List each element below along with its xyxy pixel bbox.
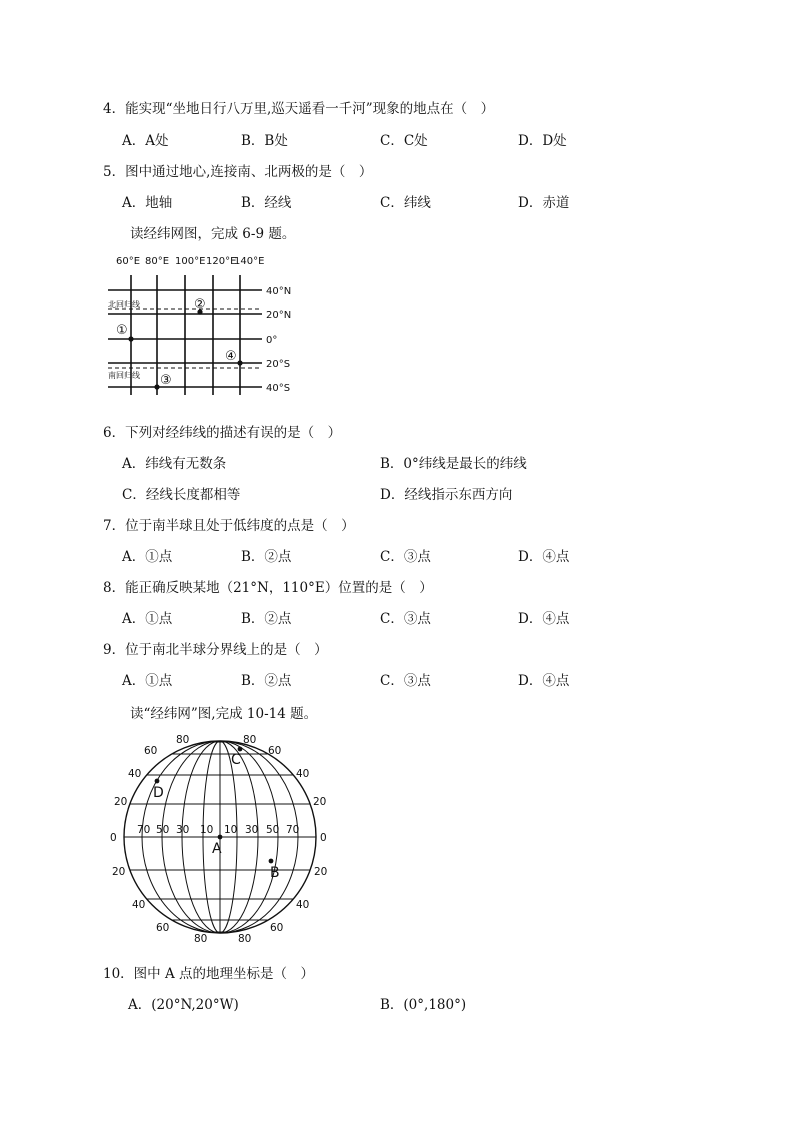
grid-point-3-dot [154, 384, 159, 389]
lon-label-80e: 80°E [145, 256, 170, 267]
q7-option-c: C．③点 [380, 549, 431, 565]
lat-label-40s: 40°S [266, 383, 291, 394]
question-10-stem: 10．图中 A 点的地理坐标是（ ） [103, 966, 315, 982]
q9-option-c: C．③点 [380, 673, 431, 689]
q4-option-c: C．C处 [380, 133, 428, 149]
question-4-stem: 4．能实现“坐地日行八万里,巡天遥看一千河”现象的地点在（ ） [103, 101, 495, 117]
intro-6-9: 读经纬网图，完成 6-9 题。 [130, 226, 296, 242]
globe-point-c-dot [238, 747, 243, 752]
globe-graticule-map [108, 730, 338, 945]
globe-label-right-20n: 20 [313, 796, 327, 808]
globe-point-d-label: D [153, 785, 164, 801]
q7-option-a: A．①点 [122, 549, 173, 565]
lat-label-40n: 40°N [266, 286, 292, 297]
globe-label-right-40s: 40 [296, 899, 310, 911]
globe-label-right-40n: 40 [296, 768, 310, 780]
globe-label-top-right-80: 80 [243, 734, 257, 746]
globe-label-right-60s: 60 [270, 922, 284, 934]
grid-point-2-label: ② [194, 297, 206, 312]
globe-label-left-60s: 60 [156, 922, 170, 934]
q10-option-a: A．(20°N,20°W) [128, 997, 239, 1013]
q5-option-c: C．纬线 [380, 195, 431, 211]
q5-option-b: B．经线 [241, 195, 292, 211]
globe-lon-label-70e: 70 [286, 824, 300, 836]
globe-label-right-20s: 20 [314, 866, 328, 878]
globe-label-bottom-left-80: 80 [194, 933, 208, 945]
lon-label-60e: 60°E [116, 256, 141, 267]
globe-lon-label-30w: 30 [176, 824, 190, 836]
grid-point-3-label: ③ [160, 373, 172, 388]
question-5-stem: 5．图中通过地心,连接南、北两极的是（ ） [103, 164, 373, 180]
globe-point-b-label: B [270, 865, 280, 881]
globe-lon-label-50e: 50 [266, 824, 280, 836]
globe-lon-label-50w: 50 [156, 824, 170, 836]
q7-option-b: B．②点 [241, 549, 292, 565]
lat-label-20s: 20°S [266, 359, 291, 370]
q4-option-b: B．B处 [241, 133, 288, 149]
q8-option-d: D．④点 [518, 611, 570, 627]
grid-point-1-label: ① [116, 323, 128, 338]
globe-label-right-0: 0 [320, 832, 327, 844]
globe-label-right-60n: 60 [268, 745, 282, 757]
question-7-stem: 7．位于南半球且处于低纬度的点是（ ） [103, 518, 355, 534]
lon-label-120e: 120°E [206, 256, 237, 267]
globe-lon-label-10w: 10 [200, 824, 214, 836]
lon-label-140e: 140°E [234, 256, 265, 267]
q9-option-a: A．①点 [122, 673, 173, 689]
globe-label-bottom-right-80: 80 [238, 933, 252, 945]
globe-label-top-left-80: 80 [176, 734, 190, 746]
grid-point-4-label: ④ [225, 349, 237, 364]
globe-label-left-40n: 40 [128, 768, 142, 780]
question-9-stem: 9．位于南北半球分界线上的是（ ） [103, 642, 328, 658]
q9-option-d: D．④点 [518, 673, 570, 689]
globe-label-left-20n: 20 [114, 796, 128, 808]
q10-option-b: B．(0°,180°) [380, 997, 467, 1013]
grid-point-1-dot [128, 336, 133, 341]
q8-option-c: C．③点 [380, 611, 431, 627]
globe-point-a-dot [218, 835, 223, 840]
q6-option-b: B．0°纬线是最长的纬线 [380, 456, 527, 472]
q6-option-a: A．纬线有无数条 [122, 456, 227, 472]
globe-label-left-0: 0 [110, 832, 117, 844]
lat-lon-grid-map [100, 250, 292, 400]
question-6-stem: 6．下列对经纬线的描述有误的是（ ） [103, 425, 342, 441]
q4-option-a: A．A处 [122, 133, 169, 149]
q9-option-b: B．②点 [241, 673, 292, 689]
q8-option-b: B．②点 [241, 611, 292, 627]
intro-10-14: 读“经纬网”图,完成 10-14 题。 [130, 706, 318, 722]
globe-point-a-label: A [212, 841, 222, 857]
q4-option-d: D．D处 [518, 133, 567, 149]
q5-option-d: D．赤道 [518, 195, 570, 211]
globe-label-left-40s: 40 [132, 899, 146, 911]
globe-lon-label-30e: 30 [245, 824, 259, 836]
q6-option-c: C．经线长度都相等 [122, 487, 241, 503]
globe-point-d-dot [155, 779, 160, 784]
globe-lon-label-10e: 10 [224, 824, 238, 836]
q6-option-d: D．经线指示东西方向 [380, 487, 513, 503]
q5-option-a: A．地轴 [122, 195, 173, 211]
lat-label-0: 0° [266, 335, 278, 346]
q7-option-d: D．④点 [518, 549, 570, 565]
q8-option-a: A．①点 [122, 611, 173, 627]
lat-label-20n: 20°N [266, 310, 292, 321]
globe-lon-label-70w: 70 [137, 824, 151, 836]
tropic-south-label: 南回归线 [108, 371, 140, 380]
tropic-north-label: 北回归线 [108, 300, 140, 309]
globe-label-left-20s: 20 [112, 866, 126, 878]
question-8-stem: 8．能正确反映某地（21°N，110°E）位置的是（ ） [103, 580, 433, 596]
globe-label-left-60n: 60 [144, 745, 158, 757]
lon-label-100e: 100°E [175, 256, 206, 267]
grid-point-4-dot [237, 360, 242, 365]
globe-point-c-label: C [231, 752, 241, 768]
globe-point-b-dot [269, 859, 274, 864]
